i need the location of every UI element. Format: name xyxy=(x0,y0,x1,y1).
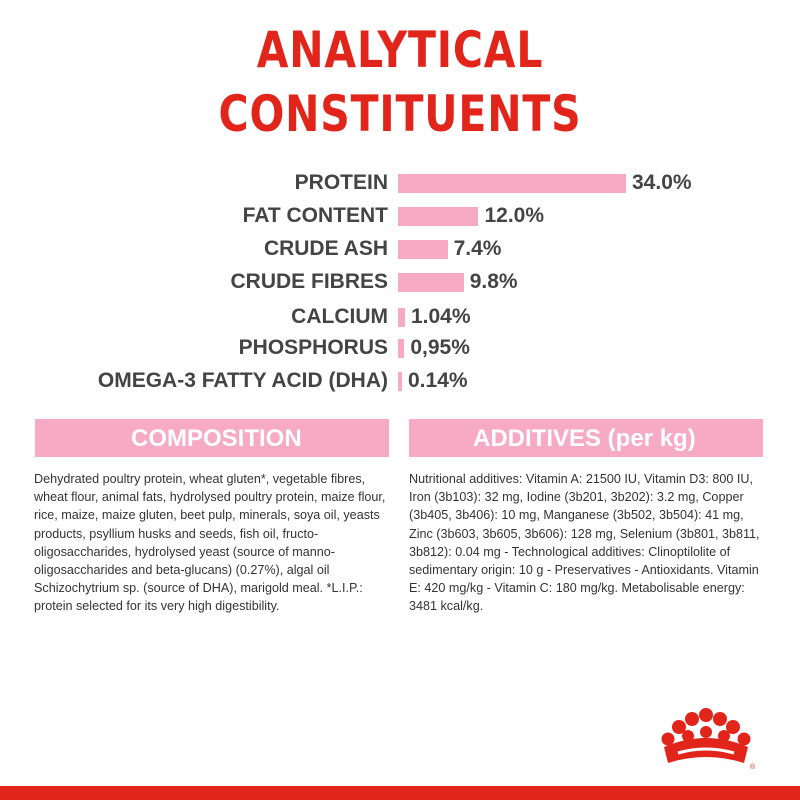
additives-text: Nutritional additives: Vitamin A: 21500 IU, Vitamin D3: 800 IU, Iron (3b103): 32 mg, Iodine (3b201, 3b202): 3.2 mg, Copper (3b405, 3b406): 10 mg, Manganese (3b502, 3b504): 41 mg, Zinc (3b603, 3b605, 3b606): 128 mg, Selenium (3b801, 3b811, 3b812): 0.04 mg - Technological additives: Clinoptilolite of sedimentary origin: 10 g - Preservatives - Antioxidants. Vitamin E: 420 mg/kg - Vitamin C: 180 mg/kg. Metabolisable energy: 3481 kcal/kg. xyxy=(409,472,760,614)
constituent-label: OMEGA-3 FATTY ACID (DHA) xyxy=(97,369,388,392)
constituent-label: CRUDE ASH xyxy=(263,237,388,260)
constituent-bar xyxy=(398,174,626,193)
constituent-bar xyxy=(398,372,402,391)
additives-heading-label: ADDITIVES (per kg) xyxy=(473,425,696,452)
constituent-label: PROTEIN xyxy=(294,171,388,194)
composition-heading xyxy=(35,419,389,457)
constituent-label: CALCIUM xyxy=(291,305,388,328)
footer-bar xyxy=(0,786,800,800)
constituent-label: CRUDE FIBRES xyxy=(230,270,388,293)
composition-heading-label: COMPOSITION xyxy=(131,425,302,452)
title-line-2: CONSTITUENTS xyxy=(218,85,582,143)
constituent-value: 9.8% xyxy=(469,270,518,293)
crown-logo-icon xyxy=(658,707,754,771)
composition-text: Dehydrated poultry protein, wheat gluten*, vegetable fibres, wheat flour, animal fats, hydrolysed poultry protein, maize flour, rice, maize, maize gluten, beet pulp, minerals, soya oil, yeasts products, psyllium husks and seeds, fish oil, fructo-oligosaccharides, hydrolysed yeast (source of manno-oligosaccharides and beta-glucans) (0.27%), algal oil Schizochytrium sp. (source of DHA), marigold meal. *L.I.P.: protein selected for its very high digestibility. xyxy=(34,472,386,614)
constituent-value: 7.4% xyxy=(453,237,502,260)
constituent-label: PHOSPHORUS xyxy=(238,336,388,359)
constituent-bar xyxy=(398,273,464,292)
constituent-value: 0,95% xyxy=(410,336,470,359)
svg-text:®: ® xyxy=(750,764,756,771)
constituent-bar xyxy=(398,207,478,226)
constituent-bar xyxy=(398,339,404,358)
constituent-label: FAT CONTENT xyxy=(242,204,388,227)
additives-heading xyxy=(409,419,763,457)
constituent-bar xyxy=(398,308,405,327)
constituent-value: 1.04% xyxy=(410,305,471,328)
constituent-value: 12.0% xyxy=(484,204,545,227)
constituent-value: 0.14% xyxy=(408,369,468,392)
constituent-value: 34.0% xyxy=(632,171,692,194)
constituent-bar xyxy=(398,240,448,259)
title-line-1: ANALYTICAL xyxy=(256,21,544,79)
